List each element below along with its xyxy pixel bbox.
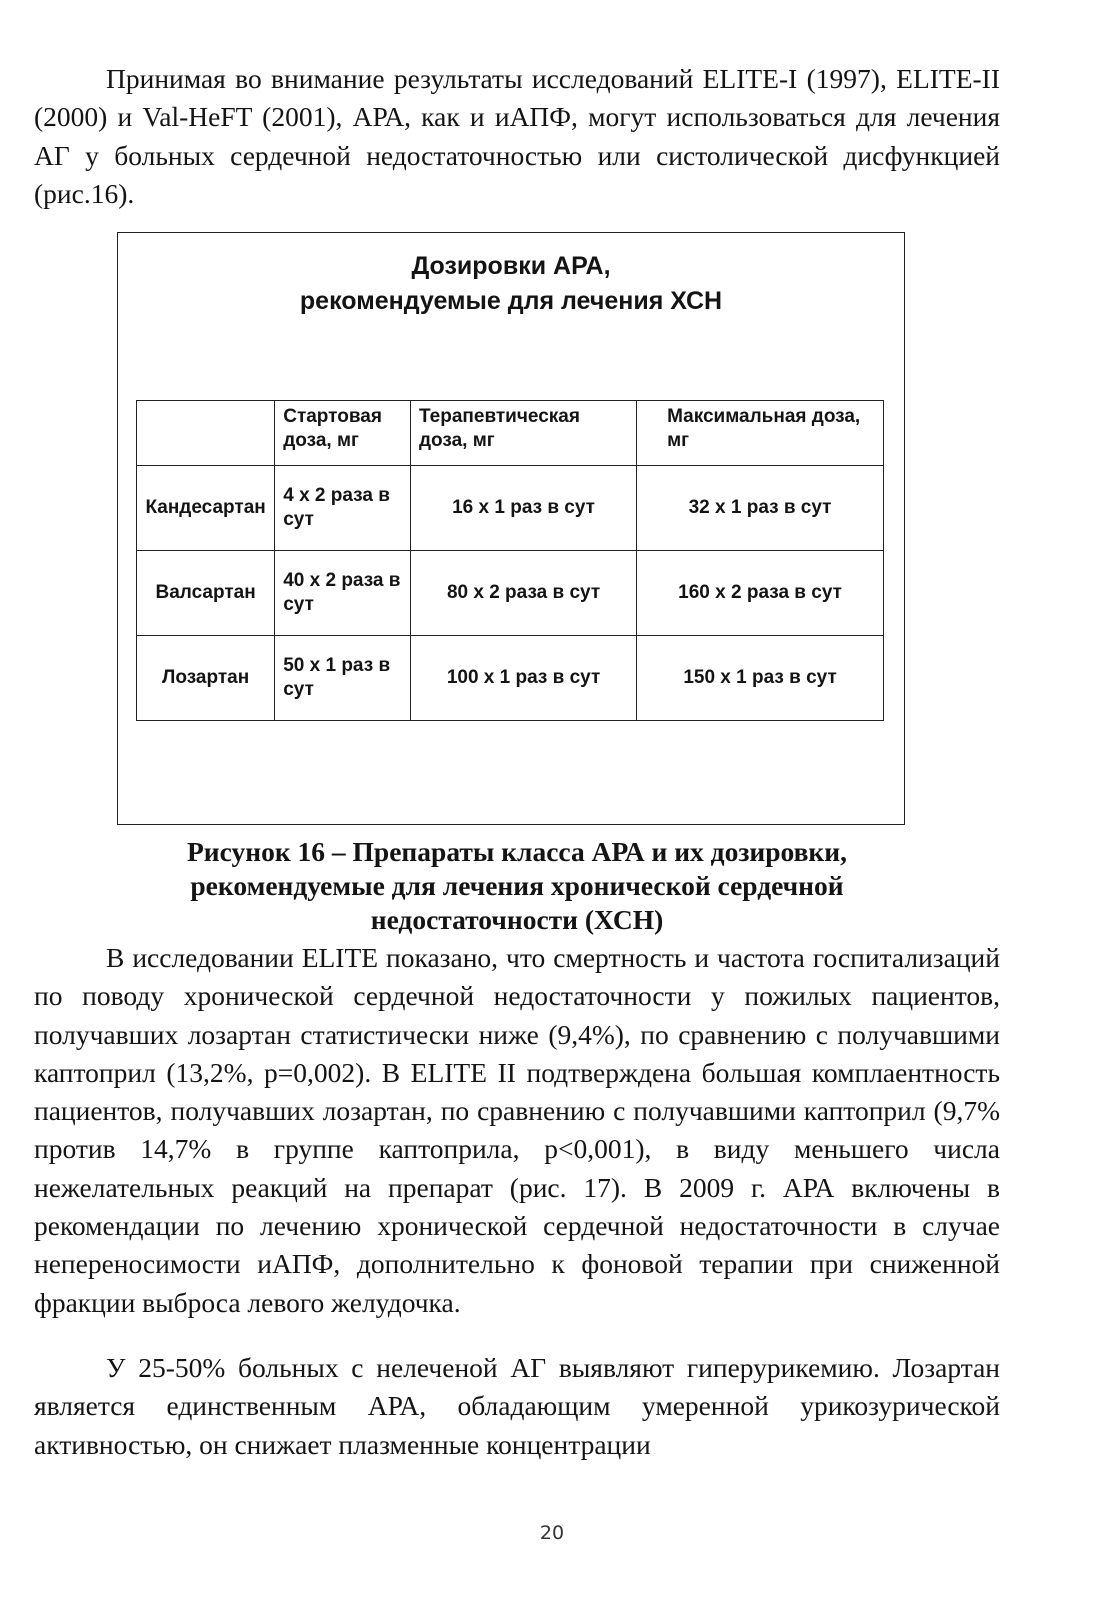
hyperuricemia-paragraph: У 25-50% больных с нелеченой АГ выявляют гиперурикемию. Лозартан является единственным АРА, обладающим умеренной урикозурической активностью, он снижает плазменные концентрации xyxy=(34,1352,1000,1460)
intro-paragraph: Принимая во внимание результаты исследований ELITE-I (1997), ELITE-II (2000) и Val-HeFT (2001), АРА, как и иАПФ, могут использоваться для лечения АГ у больных сердечной недостаточностью или систолической дисфункцией (рис.16). xyxy=(34,63,1000,209)
table-row xyxy=(137,466,884,551)
figure-title-line2: рекомендуемые для лечения ХСН xyxy=(299,287,723,315)
caption-line3: недостаточности (ХСН) xyxy=(370,904,664,935)
table-header-row xyxy=(137,401,884,466)
header-cell-empty xyxy=(137,401,275,466)
elite-paragraph: В исследовании ELITE показано, что смертность и частота госпитализаций по поводу хронической сердечной недостаточности у пожилых пациентов, получавших лозартан статистически ниже (9,4%), по сравнению с получавшими каптоприл (13,2%, p=0,002). В ELITE II подтверждена большая комплаентность пациентов, получавших лозартан, по сравнению с получавшими каптоприл (9,7% против 14,7% в группе каптоприла, p<0,001), в виду меньшего числа нежелательных реакций на препарат (рис. 17). В 2009 г. АРА включены в рекомендации по лечению хронической сердечной недостаточности в случае непереносимости иАПФ, дополнительно к фоновой терапии при сниженной фракции выброса левого желудочка. xyxy=(34,942,1000,1318)
drug-name-cell: Лозартан xyxy=(137,636,275,721)
figure-title-line1: Дозировки АРА, xyxy=(411,252,611,280)
table-row xyxy=(137,636,884,721)
max-dose-cell: 150 х 1 раз в сут xyxy=(637,636,884,721)
dosage-table xyxy=(136,400,884,721)
page-number: 20 xyxy=(539,1522,565,1544)
caption-line2: рекомендуемые для лечения хронической сердечной xyxy=(190,870,844,901)
max-dose-cell: 160 х 2 раза в сут xyxy=(637,551,884,636)
header-cell-max-dose: Максимальная доза, мг xyxy=(637,401,884,466)
header-cell-therapeutic-dose: Терапевтическая доза, мг xyxy=(411,401,637,466)
start-dose-cell: 4 х 2 раза в сут xyxy=(275,466,411,551)
caption-line1: Рисунок 16 – Препараты класса АРА и их дозировки, xyxy=(186,836,847,867)
figure-16 xyxy=(117,232,905,825)
therapeutic-dose-cell: 16 х 1 раз в сут xyxy=(411,466,637,551)
table-row xyxy=(137,551,884,636)
drug-name-cell: Валсартан xyxy=(137,551,275,636)
therapeutic-dose-cell: 80 х 2 раза в сут xyxy=(411,551,637,636)
figure-caption xyxy=(34,835,1000,937)
drug-name-cell: Кандесартан xyxy=(137,466,275,551)
start-dose-cell: 40 х 2 раза в сут xyxy=(275,551,411,636)
start-dose-cell: 50 х 1 раз в сут xyxy=(275,636,411,721)
figure-title xyxy=(118,249,904,319)
header-cell-start-dose: Стартовая доза, мг xyxy=(275,401,411,466)
max-dose-cell: 32 х 1 раз в сут xyxy=(637,466,884,551)
therapeutic-dose-cell: 100 х 1 раз в сут xyxy=(411,636,637,721)
